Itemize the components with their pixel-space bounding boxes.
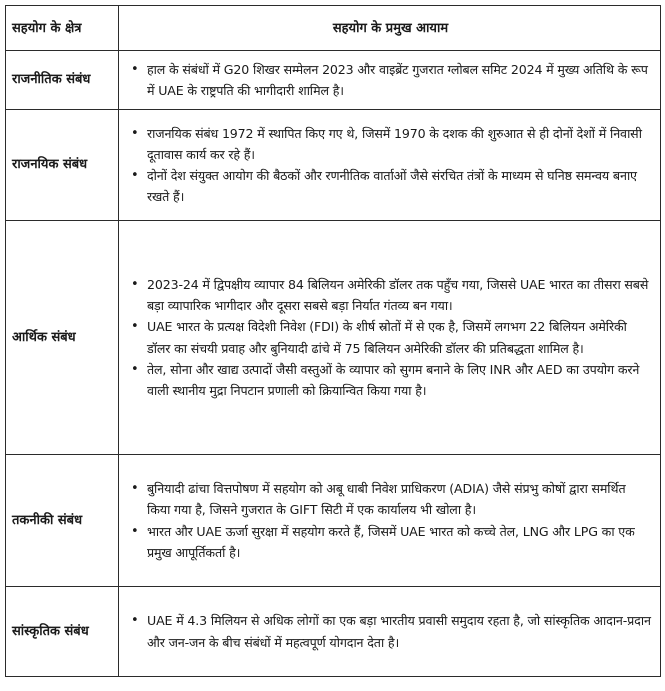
row-category: राजनीतिक संबंध xyxy=(6,51,119,110)
row-category: राजनयिक संबंध xyxy=(6,110,119,221)
bullet-point: • भारत और UAE ऊर्जा सुरक्षा में सहयोग करते हैं, जिसमें UAE भारत को कच्चे तेल, LNG और LPG का एक प्रमुख आपूर्तिकर्ता है। xyxy=(147,521,652,563)
row-points xyxy=(119,455,661,587)
row-category: सांस्कृतिक संबंध xyxy=(6,587,119,677)
table-row xyxy=(6,587,661,677)
table-row xyxy=(6,221,661,455)
row-points xyxy=(119,221,661,455)
table-row xyxy=(6,110,661,221)
bullet-point: • 2023-24 में द्विपक्षीय व्यापार 84 बिलियन अमेरिकी डॉलर तक पहुँच गया, जिससे UAE भारत का तीसरा सबसे बड़ा व्यापारिक भागीदार और दूसरा सबसे बड़ा निर्यात गंतव्य बन गया। xyxy=(147,274,652,316)
bullet-point: • राजनयिक संबंध 1972 में स्थापित किए गए थे, जिसमें 1970 के दशक की शुरुआत से ही दोनों देशों में निवासी दूतावास कार्य कर रहे हैं। xyxy=(147,123,652,165)
row-category: आर्थिक संबंध xyxy=(6,221,119,455)
bullet-point: • UAE में 4.3 मिलियन से अधिक लोगों का एक बड़ा भारतीय प्रवासी समुदाय रहता है, जो सांस्कृतिक आदान-प्रदान और जन-जन के बीच संबंधों में महत्वपूर्ण योगदान देता है। xyxy=(147,610,652,652)
row-points xyxy=(119,51,661,110)
bullet-point: • बुनियादी ढांचा वित्तपोषण में सहयोग को अबू धाबी निवेश प्राधिकरण (ADIA) जैसे संप्रभु कोषों द्वारा समर्थित किया गया है, जिसने गुजरात के GIFT सिटी में एक कार्यालय भी खोला है। xyxy=(147,478,652,520)
header-row xyxy=(6,6,661,51)
header-dimensions: सहयोग के प्रमुख आयाम xyxy=(119,6,661,51)
row-points xyxy=(119,110,661,221)
row-points xyxy=(119,587,661,677)
bullet-point: • दोनों देश संयुक्त आयोग की बैठकों और रणनीतिक वार्ताओं जैसे संरचित तंत्रों के माध्यम से घनिष्ठ समन्वय बनाए रखते हैं। xyxy=(147,165,652,207)
bullet-point: • तेल, सोना और खाद्य उत्पादों जैसी वस्तुओं के व्यापार को सुगम बनाने के लिए INR और AED का उपयोग करने वाली स्थानीय मुद्रा निपटान प्रणाली को क्रियान्वित किया गया है। xyxy=(147,359,652,401)
cooperation-table xyxy=(5,5,661,677)
bullet-point: • UAE भारत के प्रत्यक्ष विदेशी निवेश (FDI) के शीर्ष स्रोतों में से एक है, जिसमें लगभग 22 बिलियन अमेरिकी डॉलर का संचयी प्रवाह और बुनियादी ढांचे में 75 बिलियन अमेरिकी डॉलर की प्रतिबद्धता शामिल है। xyxy=(147,316,652,358)
row-category: तकनीकी संबंध xyxy=(6,455,119,587)
bullet-point: • हाल के संबंधों में G20 शिखर सम्मेलन 2023 और वाइब्रेंट गुजरात ग्लोबल समिट 2024 में मुख्य अतिथि के रूप में UAE के राष्ट्रपति की भागीदारी शामिल है। xyxy=(147,59,652,101)
header-area: सहयोग के क्षेत्र xyxy=(6,6,119,51)
table-row xyxy=(6,51,661,110)
table-row xyxy=(6,455,661,587)
